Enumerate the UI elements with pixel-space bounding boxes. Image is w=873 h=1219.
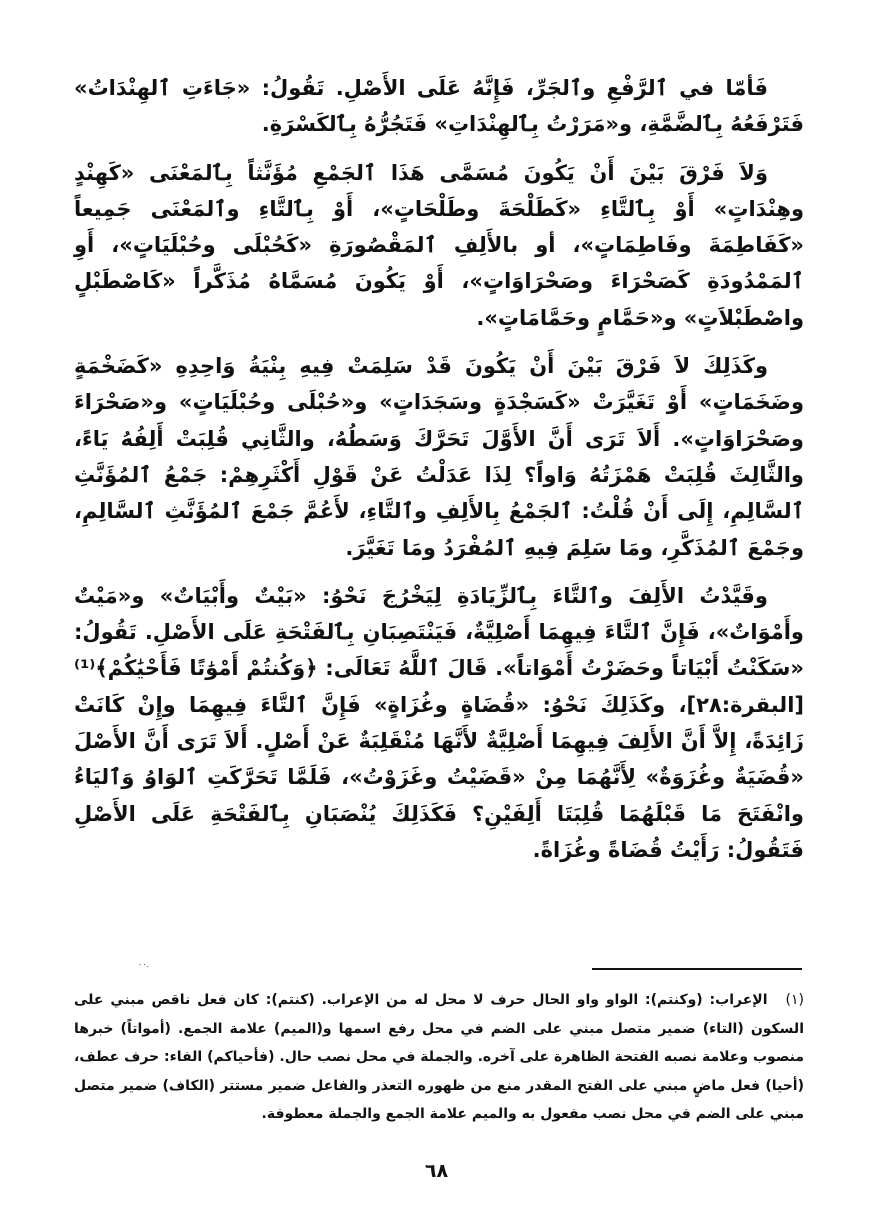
ink-speck: ٠٠. bbox=[138, 960, 150, 969]
footnote bbox=[74, 986, 804, 1129]
paragraph-2: وَلاَ فَرْقَ بَيْنَ أَنْ يَكُونَ مُسَمَّى هَذَا ٱلجَمْعِ مُؤَنَّثاً بِٱلمَعْنَى «كَهِنْدٍ وهِنْدَاتٍ» أَوْ بِٱلتَّاءِ «كَطَلْحَةَ وطَلْحَاتٍ»، أَوْ بِٱلتَّاءِ وٱلمَعْنَى جَمِيعاً «كَفَاطِمَةَ وفَاطِمَاتٍ»، أو بالأَلِفِ ٱلمَقْصُورَةِ «كَحُبْلَى وحُبْلَيَاتٍ»، أَوِ ٱلمَمْدُودَةِ كَصَحْرَاءَ وصَحْرَاوَاتٍ»، أَوْ يَكُونَ مُسَمَّاهُ مُذَكَّراً «كَاصْطَبْلٍ واصْطَبْلاَتٍ» و«حَمَّامٍ وحَمَّامَاتٍ». bbox=[74, 160, 804, 330]
main-text bbox=[74, 70, 804, 880]
footnote-divider bbox=[592, 968, 802, 970]
paragraph-3: وكَذَلِكَ لاَ فَرْقَ بَيْنَ أَنْ يَكُونَ قَدْ سَلِمَتْ فِيهِ بِنْيَةُ وَاحِدِهِ «كَضَخْمَةٍ وضَخَمَاتٍ» أَوْ تَغَيَّرَتْ «كَسَجْدَةٍ وسَجَدَاتٍ» و«حُبْلَى وحُبْلَيَاتٍ» و«صَحْرَاءَ وصَحْرَاوَاتٍ». أَلاَ تَرَى أَنَّ الأَوَّلَ تَحَرَّكَ وَسَطُهُ، والثَّانِي قُلِبَتْ أَلِفُهُ يَاءً، والثَّالِثَ قُلِبَتْ هَمْزَتُهُ وَاواً؟ لِذَا عَدَلْتُ عَنْ قَوْلِ أَكْثَرِهِمْ: جَمْعُ ٱلمُؤَنَّثِ ٱلسَّالِمِ، إِلَى أَنْ قُلْتُ: ٱلجَمْعُ بِالأَلِفِ وٱلتَّاءِ، لأَعُمَّ جَمْعَ ٱلمُؤَنَّثِ ٱلسَّالِمِ، وجَمْعَ ٱلمُذَكَّرِ، ومَا سَلِمَ فِيهِ ٱلمُفْرَدُ ومَا تَغَيَّرَ. bbox=[74, 354, 804, 560]
footnote-text: الإعراب: (وكنتم): الواو واو الحال حرف لا محل له من الإعراب. (كنتم): كان فعل ناقص مبني على السكون (التاء) ضمير متصل مبني على الضم في محل رفع اسمها و(الميم) علامة الجمع. (أمواتاً) خبرها منصوب وعلامة نصبه الفتحة الظاهرة على آخره. والجملة في محل نصب حال. (فأحياكم) الفاء: حرف عطف، (أحيا) فعل ماضٍ مبني على الفتح المقدر منع من ظهوره التعذر والفاعل ضمير مستتر (الكاف) ضمير متصل مبني على الضم في محل نصب مفعول به والميم علامة الجمع والجملة معطوفة. bbox=[74, 992, 804, 1122]
page-number: ٦٨ bbox=[424, 1160, 449, 1182]
paragraph-4: وقَيَّدْتُ الأَلِفَ وٱلتَّاءَ بِٱلزِّيَادَةِ لِيَخْرُجَ نَحْوُ: «بَيْتٌ وأَبْيَاتٌ» و«مَيْتٌ وأَمْوَاتٌ»، فَإِنَّ ٱلتَّاءَ فِيهِمَا أَصْلِيَّةٌ، فَيَنْتَصِبَانِ بِٱلفَتْحَةِ عَلَى الأَصْلِ. تَقُولُ: «سَكَنْتُ أَبْيَاتاً وحَضَرْتُ أَمْوَاتاً». قَالَ ٱللَّهُ تَعَالَى: ﴿وَكُنتُمْ أَمْوَٰتًا فَأَحْيَٰكُمْ﴾⁽¹⁾ [البقرة:٢٨]، وكَذَلِكَ نَحْوُ: «قُضَاةٍ وغُزَاةٍ» فَإِنَّ ٱلتَّاءَ فِيهِمَا وإِنْ كَانَتْ زَائِدَةً، إِلاَّ أَنَّ الأَلِفَ فِيهِمَا أَصْلِيَّةٌ لأَنَّهَا مُنْقَلِبَةٌ عَنْ أَصْلٍ. أَلاَ تَرَى أَنَّ الأَصْلَ «قُضَيَةٌ وغُزَوَةٌ» لِأَنَّهُمَا مِنْ «قَضَيْتُ وغَزَوْتُ»، فَلَمَّا تَحَرَّكَتِ ٱلوَاوُ وَٱليَاءُ وانْفَتَحَ مَا قَبْلَهُمَا قُلِبَتَا أَلِفَيْنِ؟ فَكَذَلِكَ يُنْصَبَانِ بِٱلفَتْحَةِ عَلَى الأَصْلِ فَتَقُولُ: رَأَيْتُ قُضَاةً وغُزَاةً. bbox=[74, 583, 804, 862]
footnote-number: (١) bbox=[785, 992, 804, 1008]
paragraph-1: فَأمّا في ٱلرَّفْعِ وٱلجَرِّ، فَإِنَّهُ عَلَى الأَصْلِ. تَقُولُ: «جَاءَتِ ٱلهِنْدَاتُ» فَتَرْفَعُهُ بِٱلضَّمَّةِ، و«مَرَرْتُ بِٱلهِنْدَاتِ» فَتَجُرُّهُ بِٱلكَسْرَةِ. bbox=[74, 76, 804, 137]
